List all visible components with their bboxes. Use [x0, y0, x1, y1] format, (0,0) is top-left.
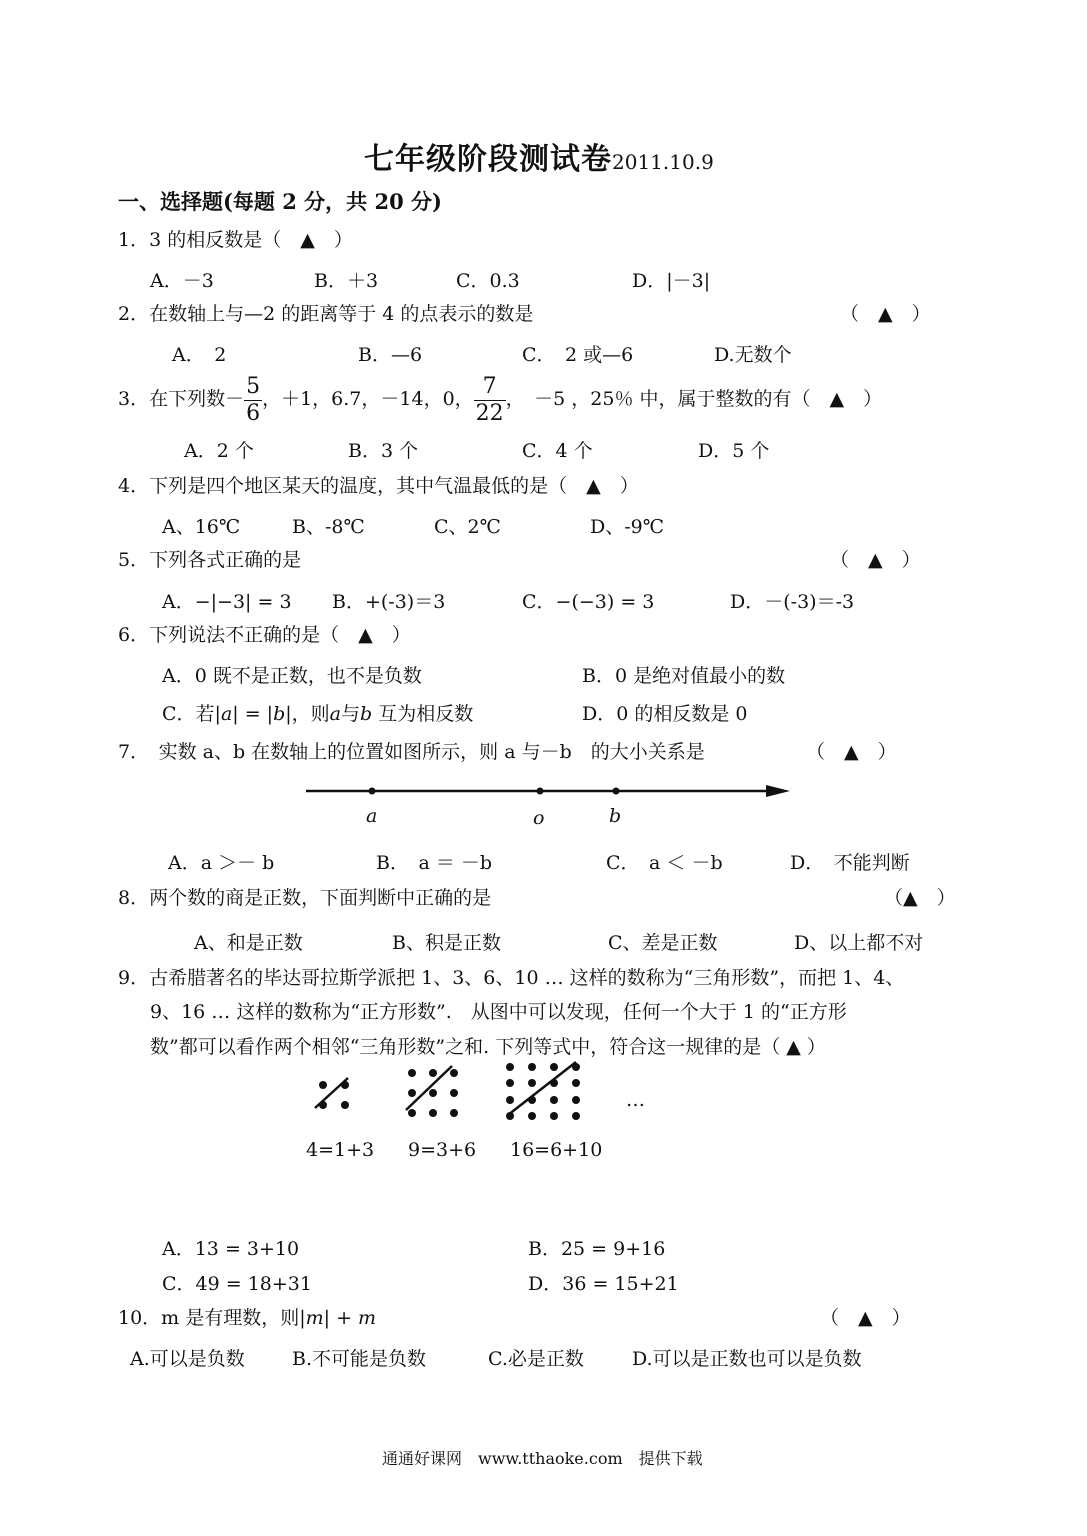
figure-ellipsis: … [626, 1089, 645, 1111]
test-date: 2011.10.9 [612, 150, 714, 174]
q10-option-b: B.不可能是负数 [292, 1348, 427, 1370]
q10-expression: |m| + m [299, 1307, 377, 1329]
q7-option-b: B． a ＝ －b [376, 852, 493, 874]
footer-credit: 通通好课网 www.tthaoke.com 提供下载 [382, 1449, 703, 1468]
dot [528, 1112, 536, 1120]
q9-option-d: D．36 = 15+21 [528, 1273, 679, 1295]
number-line-label-b: b [609, 805, 622, 827]
q2-option-b: B．—6 [358, 344, 423, 366]
dot [572, 1112, 580, 1120]
page-title-row [364, 134, 714, 178]
q9-stem-line-1: 9．古希腊著名的毕达哥拉斯学派把 1、3、6、10 … 这样的数称为“三角形数”，而把 1、4、 [118, 967, 905, 989]
q3-stem-pre: 3．在下列数－ [118, 388, 245, 410]
q2-option-d: D.无数个 [714, 344, 792, 366]
dot [429, 1089, 437, 1097]
q7-option-a: A．a ＞－ b [168, 852, 275, 874]
q3-fraction-1-denominator: 6 [246, 400, 261, 426]
q7-option-c: C． a ＜ －b [606, 852, 723, 874]
q9-stem-line-2: 9、16 … 这样的数称为“正方形数”. 从图中可以发现，任何一个大于 1 的“正方形 [150, 1001, 847, 1023]
dot [506, 1079, 514, 1087]
q3-stem-mid: ，＋1，6.7，－14，0， [262, 388, 474, 410]
q7-answer-mark: （ ▲ ） [806, 741, 897, 763]
q10-answer-mark: （ ▲ ） [820, 1307, 911, 1329]
dot [506, 1096, 514, 1104]
dot [341, 1101, 349, 1109]
number-line-figure [300, 780, 800, 800]
q10-stem [118, 1306, 376, 1330]
q6-option-c-then: ，则 [291, 703, 330, 725]
q6-option-a: A．0 既不是正数，也不是负数 [162, 665, 422, 687]
square-numbers-figure [300, 1060, 600, 1120]
q1-option-c: C．0.3 [456, 270, 520, 292]
q4-stem: 4．下列是四个地区某天的温度，其中气温最低的是（ ▲ ） [118, 475, 639, 497]
q10-option-a: A.可以是负数 [130, 1348, 245, 1370]
q10-option-c: C.必是正数 [488, 1348, 584, 1370]
q1-option-d: D．|－3| [632, 270, 711, 292]
q2-option-a: A． 2 [172, 344, 227, 366]
q5-answer-mark: （ ▲ ） [830, 549, 921, 571]
q6-option-b: B．0 是绝对值最小的数 [582, 665, 786, 687]
dot [528, 1063, 536, 1071]
q3-stem [118, 370, 882, 428]
dot [572, 1079, 580, 1087]
q1-option-b: B．＋3 [314, 270, 379, 292]
number-line-label-a: a [366, 805, 378, 827]
q3-stem-post: ， －5 ，25％ 中，属于整数的有（ ▲ ） [505, 388, 883, 410]
q5-stem: 5．下列各式正确的是 [118, 549, 302, 571]
dot [450, 1069, 458, 1077]
q3-option-c: C．4 个 [522, 440, 593, 462]
q9-option-b: B．25 = 9+16 [528, 1238, 666, 1260]
q2-option-c: C． 2 或—6 [522, 344, 634, 366]
q5-option-a: A．−|−3| = 3 [162, 591, 292, 613]
q8-stem: 8．两个数的商是正数，下面判断中正确的是 [118, 887, 492, 909]
q4-option-c: C、2℃ [434, 516, 501, 538]
q3-fraction-1-numerator: 5 [246, 373, 261, 399]
q5-option-b: B．+(-3)＝3 [332, 591, 446, 613]
q7-stem: 7． 实数 a、b 在数轴上的位置如图所示，则 a 与－b 的大小关系是 [118, 741, 705, 763]
dot [506, 1063, 514, 1071]
q6-option-c-prefix: C．若 [162, 703, 215, 725]
figure-caption-1: 4=1+3 [306, 1139, 375, 1161]
q3-option-a: A．2 个 [184, 440, 254, 462]
q8-option-b: B、积是正数 [392, 932, 501, 954]
q5-option-d: D．－(-3)＝-3 [730, 591, 855, 613]
dot [319, 1081, 327, 1089]
dot [450, 1089, 458, 1097]
q4-option-d: D、-9℃ [590, 516, 664, 538]
dot [408, 1069, 416, 1077]
point-o-dot [537, 788, 544, 795]
dot [408, 1109, 416, 1117]
q8-option-a: A、和是正数 [194, 932, 303, 954]
q3-fraction-2-numerator: 7 [482, 373, 497, 399]
q5-option-c: C．−(−3) = 3 [522, 591, 655, 613]
point-b-dot [613, 788, 620, 795]
section-heading: 一、选择题(每题 2 分，共 20 分) [118, 189, 442, 214]
q1-option-a: A．－3 [150, 270, 214, 292]
dot [429, 1069, 437, 1077]
q9-stem-line-3: 数”都可以看作两个相邻“三角形数”之和. 下列等式中，符合这一规律的是（ ▲ ） [150, 1036, 826, 1058]
q7-option-d: D． 不能判断 [790, 852, 910, 874]
dot [550, 1112, 558, 1120]
dot [528, 1079, 536, 1087]
dot-grid-4x4 [506, 1062, 580, 1120]
q1-stem: 1．3 的相反数是（ ▲ ） [118, 229, 353, 251]
q3-fraction-2 [474, 374, 506, 427]
point-a-dot [369, 788, 376, 795]
dot-grid-3x3 [406, 1066, 458, 1117]
q8-answer-mark: （▲ ） [884, 887, 956, 909]
q10-option-d: D.可以是正数也可以是负数 [632, 1348, 862, 1370]
q6-option-c-and: 与 [341, 703, 361, 725]
q6-option-c-abs-equation: |a| = |b| [214, 703, 292, 725]
q9-option-a: A．13 = 3+10 [162, 1238, 300, 1260]
q6-option-c [162, 699, 473, 726]
page-title: 七年级阶段测试卷 [364, 142, 612, 177]
figure-caption-3: 16=6+10 [510, 1139, 603, 1161]
q10-stem-text: 10．m 是有理数，则 [118, 1307, 300, 1329]
dot [408, 1089, 416, 1097]
q8-option-c: C、差是正数 [608, 932, 718, 954]
dot [572, 1096, 580, 1104]
q6-option-c-suffix: 互为相反数 [372, 703, 474, 725]
dot [550, 1096, 558, 1104]
q3-fraction-2-denominator: 22 [475, 400, 504, 426]
figure-caption-2: 9=3+6 [408, 1139, 477, 1161]
q6-stem: 6．下列说法不正确的是（ ▲ ） [118, 624, 411, 646]
dot-grid-2x2 [315, 1078, 349, 1109]
q3-fraction-1 [244, 374, 262, 427]
q6-option-d: D．0 的相反数是 0 [582, 703, 748, 725]
number-line-label-o: o [533, 807, 545, 829]
number-line-arrow-icon [766, 785, 790, 797]
q9-option-c: C．49 = 18+31 [162, 1273, 312, 1295]
q2-answer-mark: （ ▲ ） [840, 303, 931, 325]
q3-option-b: B．3 个 [348, 440, 419, 462]
q4-option-a: A、16℃ [162, 516, 241, 538]
q6-option-c-var-a: a [329, 703, 341, 725]
dot [450, 1109, 458, 1117]
dividing-line [508, 1062, 576, 1115]
q3-option-d: D．5 个 [698, 440, 770, 462]
q8-option-d: D、以上都不对 [794, 932, 924, 954]
dot [429, 1109, 437, 1117]
q2-stem: 2．在数轴上与—2 的距离等于 4 的点表示的数是 [118, 303, 534, 325]
dot [550, 1063, 558, 1071]
q6-option-c-var-b: b [360, 703, 373, 725]
q4-option-b: B、-8℃ [292, 516, 365, 538]
